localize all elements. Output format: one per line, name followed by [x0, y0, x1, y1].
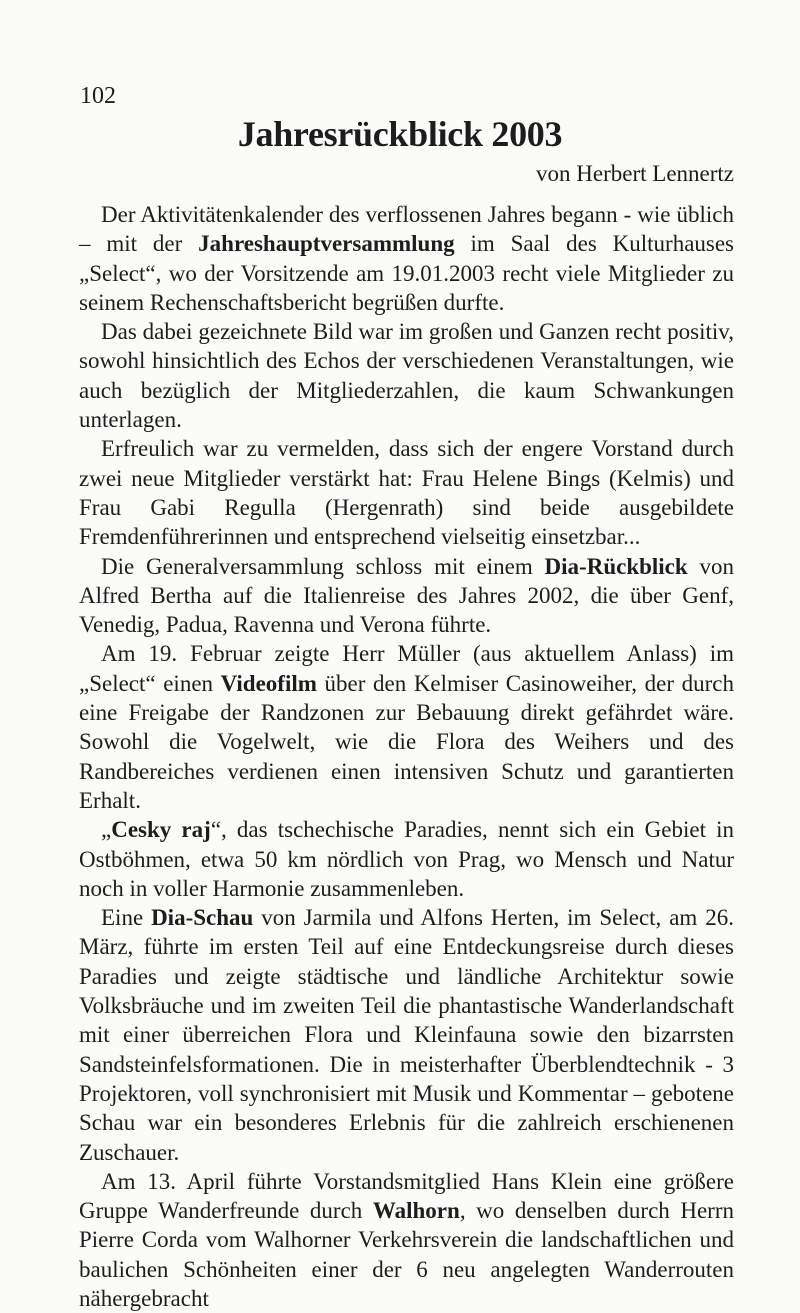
- paragraph-text: Erfreulich war zu vermelden, dass sich der engere Vorstand durch zwei neue Mitglieder verstärkt hat: Frau Helene Bings (Kelmis) und Frau Gabi Regulla (Hergenrath) sind beide ausgebildete Fremdenführerinnen und entsprechend vielseitig einsetzbar...: [79, 436, 734, 550]
- article-title: Jahresrückblick 2003: [237, 114, 563, 154]
- paragraph-text: über den Kelmiser Casinoweiher, der durch eine Freigabe der Randzonen zur Bebauung direkt gefährdet wäre. Sowohl die Vogelwelt, wie die Flora des Weihers und des Randbereiches verdienen einen intensiven Schutz und garantierten Erhalt.: [79, 670, 734, 813]
- paragraph-text: , wo denselben durch Herrn Pierre Corda vom Walhorner Verkehrsverein die landschaftlichen und baulichen Schönheiten einer der 6 neu angelegten Wanderrouten nähergebracht: [79, 1198, 735, 1311]
- emphasis-cesky-raj: Cesky raj: [111, 817, 211, 843]
- paragraph-text: Am 19. Februar zeigte Herr Müller (aus aktuellem Anlass) im „Select“ einen: [79, 641, 734, 696]
- paragraph-text: “, das tschechische Paradies, nennt sich ein Gebiet in Ostböhmen, etwa 50 km nördlich von Prag, wo Mensch und Natur noch in voller Harmonie zusammenleben.: [79, 817, 735, 901]
- article-body: [79, 200, 734, 1313]
- emphasis-jahreshauptversammlung: Jahreshauptversammlung: [198, 231, 455, 257]
- emphasis-dia-schau: Dia-Schau: [151, 905, 254, 931]
- paragraph-text: Die Generalversammlung schloss mit einem: [101, 553, 545, 579]
- paragraph-1: [79, 200, 734, 317]
- paragraph-text: Am 13. April führte Vorstandsmitglied Hans Klein eine größere Gruppe Wanderfreunde durch: [79, 1168, 734, 1224]
- paragraph-6: [79, 815, 734, 903]
- paragraph-4: [79, 552, 734, 640]
- page-number: 102: [80, 83, 116, 109]
- paragraph-7: [79, 903, 734, 1167]
- paragraph-text: „: [101, 817, 112, 843]
- paragraph-text: Eine: [101, 905, 152, 931]
- emphasis-videofilm: Videofilm: [220, 670, 317, 696]
- paragraph-5: [79, 639, 734, 815]
- emphasis-walhorn: Walhorn: [372, 1198, 460, 1224]
- paragraph-2: [79, 317, 734, 434]
- paragraph-text: Das dabei gezeichnete Bild war im großen und Ganzen recht positiv, sowohl hinsichtlich des Echos der verschiedenen Veranstaltungen, wie auch bezüglich der Mitgliederzahlen, die kaum Schwankungen unterlagen.: [79, 319, 734, 433]
- paragraph-3: [79, 434, 734, 551]
- paragraph-text: von Alfred Bertha auf die Italienreise des Jahres 2002, die über Genf, Venedig, Padua, Ravenna und Verona führte.: [79, 553, 734, 638]
- paragraph-8: [79, 1167, 734, 1313]
- article-author: von Herbert Lennertz: [536, 161, 734, 186]
- paragraph-text: von Jarmila und Alfons Herten, im Select, am 26. März, führte im ersten Teil auf eine Entdeckungsreise durch dieses Paradies und zeigte städtische und ländliche Architektur sowie Volksbräuche und im zweiten Teil die phantastische Wanderlandschaft mit einer überreichen Flora und Kleinfauna sowie den bizarrsten Sandsteinfelsformationen. Die in meisterhafter Überblendtechnik - 3 Projektoren, voll synchronisiert mit Musik und Kommentar – gebotene Schau war ein besonderes Erlebnis für die zahlreich erschienenen Zuschauer.: [79, 905, 734, 1165]
- emphasis-dia-rueckblick: Dia-Rückblick: [544, 553, 688, 579]
- paragraph-text: Der Aktivitätenkalender des verflossenen Jahres begann - wie üblich – mit der: [79, 202, 734, 257]
- paragraph-text: im Saal des Kulturhauses „Select“, wo der Vorsitzende am 19.01.2003 recht viele Mitglieder zu seinem Rechenschaftsbericht begrüßen durfte.: [79, 231, 735, 315]
